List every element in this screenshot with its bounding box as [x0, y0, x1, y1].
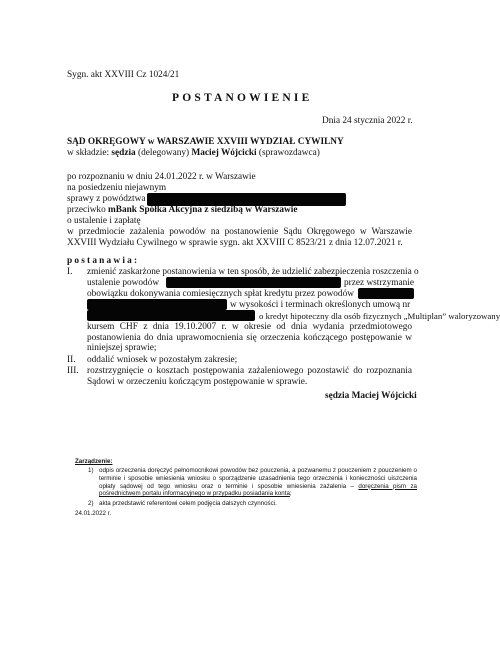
ruling-heading: postanawia:: [67, 256, 140, 266]
ruling-item-3-text: rozstrzygnięcie o kosztach postępowania zażaleniowego pozostawić do rozpoznania Sądowi w orzeczeniu kończącym postępowanie w sprawie.: [87, 366, 412, 387]
proceedings-line-3: sprawy z powództwa: [67, 194, 146, 204]
case-number: Sygn. akt XXVIII Cz 1024/21: [67, 70, 180, 80]
defendant-prefix: przeciwko: [67, 205, 109, 215]
ruling-item-2-number: II.: [67, 355, 76, 365]
ruling-item-1-line-6: kursem CHF z dnia 19.10.2007 r. w okresie od dnia wydania przedmiotowego postanowienia do dnia uprawomocnienia się orzeczenia kończącego postępowanie w niniejszej sprawie;: [87, 322, 412, 354]
redaction-bar: [166, 277, 341, 288]
composition-judge: Maciej Wójcicki: [191, 148, 257, 158]
order-item-2-text: akta przedstawić referentowi celem podjęcia dalszych czynności.: [99, 500, 277, 507]
judge-signature: sędzia Maciej Wójcicki: [325, 391, 417, 401]
redaction-bar: [87, 299, 227, 310]
order-item-1-number: 1): [88, 467, 94, 474]
proceedings-line-1: po rozpoznaniu w dniu 24.01.2022 r. w Warszawie: [67, 172, 256, 182]
ruling-item-1-line-2b: przez wstrzymanie: [344, 278, 414, 288]
ruling-item-1-line-4: w wysokości i terminach określonych umową nr: [230, 300, 411, 310]
order-item-1-text: [99, 467, 417, 498]
composition-prefix: w składzie:: [67, 148, 112, 158]
ruling-item-2-text: oddalić wniosek w pozostałym zakresie;: [87, 355, 238, 365]
composition-middle: (delegowany): [135, 148, 192, 158]
ruling-item-1-line-5: o kredyt hipoteczny dla osób fizycznych „Multiplan” waloryzowany: [259, 311, 500, 321]
ruling-item-1-line-1: zmienić zaskarżone postanowienia w ten sposób, że udzielić zabezpieczenia roszczenia o: [87, 267, 419, 277]
composition-role: sędzia: [111, 148, 136, 158]
composition-suffix: (sprawozdawca): [256, 148, 320, 158]
document-title: POSTANOWIENIE: [172, 92, 313, 104]
order-item-1-main: odpis orzeczenia doręczyć pełnomocnikowi powodów bez pouczenia, a pozwanemu z pouczeniem z pouczeniem o terminie i sposobie wniesienia wniosku o sporządzenie uzasadnienia tego orzeczenia i konieczności uiszczenia opłaty sądowej od tego wniosku oraz o terminie i sposobie wniesienia zażalenia –: [99, 467, 417, 490]
redaction-bar: [87, 310, 255, 321]
ruling-item-3-number: III.: [67, 366, 79, 376]
court-name: SĄD OKRĘGOWY w WARSZAWIE XXVIII WYDZIAŁ CYWILNY: [67, 137, 344, 147]
order-date: 24.01.2022 r.: [75, 510, 112, 517]
order-item-2-number: 2): [88, 500, 94, 507]
proceedings-line-2: na posiedzeniu niejawnym: [67, 183, 167, 193]
order-item-1-underlined: doręczenia pism za pośrednictwem portalu informacyjnego w przypadku posiadania konta: [99, 482, 417, 498]
ruling-item-1-line-3: obowiązku dokonywania comiesięcznych spłat kredytu przez powodów: [87, 289, 354, 299]
ruling-item-1-number: I.: [67, 267, 73, 277]
proceedings-line-6: w przedmiocie zażalenia powodów na postanowienie Sądu Okręgowego w Warszawie XXVIII Wydziału Cywilnego w sprawie sygn. akt XXVIII C 8523/21 z dnia 12.07.2021 r.: [67, 227, 412, 248]
proceedings-line-5: o ustalenie i zapłatę: [67, 216, 141, 226]
document-date: Dnia 24 stycznia 2022 r.: [322, 116, 413, 126]
redaction-bar: [358, 288, 414, 299]
order-heading: Zarządzenie:: [75, 458, 113, 465]
ruling-item-1-line-2a: ustalenie powodów: [87, 278, 160, 288]
order-item-1-end: ;: [289, 490, 292, 498]
defendant-name: mBank Spółka Akcyjna z siedzibą w Warszawie: [108, 205, 298, 215]
proceedings-line-4: [67, 205, 297, 216]
court-composition: [67, 148, 320, 159]
